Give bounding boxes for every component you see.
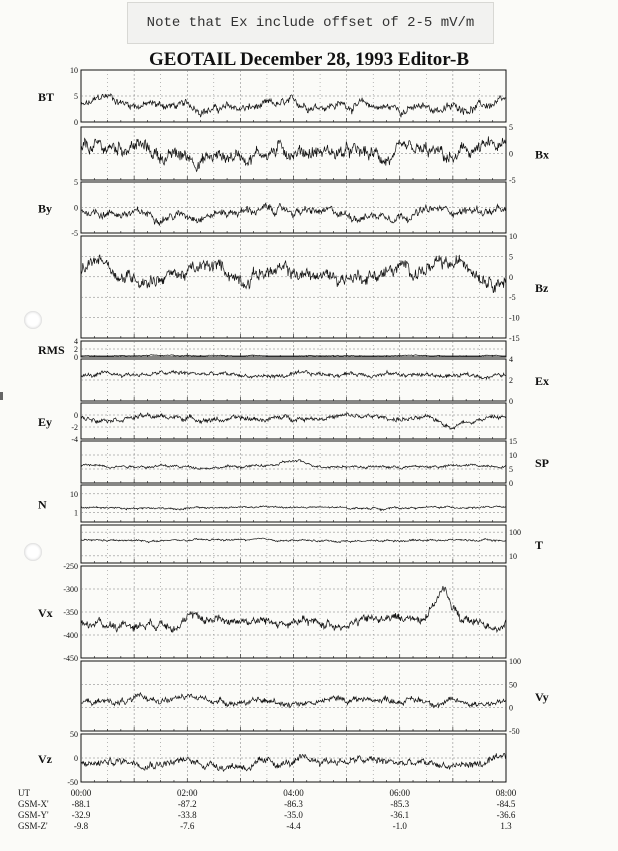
tick-label-ey: 0	[74, 411, 78, 420]
panel-label-bz: Bz	[535, 281, 549, 295]
tick-label-vx: -350	[63, 608, 78, 617]
tick-label-sp: 10	[509, 451, 517, 460]
tick-label-vz: 50	[70, 730, 78, 739]
tick-label-n: 1	[74, 508, 78, 518]
axis-value-ut: 06:00	[389, 788, 411, 798]
axis-row-label: UT	[18, 788, 30, 798]
axis-value-y: -36.1	[390, 810, 410, 820]
tick-label-ex: 0	[509, 397, 513, 406]
axis-value-z: -4.4	[286, 821, 301, 831]
tick-label-vx: -400	[63, 631, 78, 640]
tick-label-bz: 10	[509, 232, 517, 241]
tick-label-bx: 0	[509, 149, 513, 159]
tick-label-vx: -450	[63, 654, 78, 663]
panel-label-t: T	[535, 538, 544, 552]
axis-value-ut: 08:00	[495, 788, 517, 798]
panel-label-rms: RMS	[38, 343, 65, 357]
axis-row-label: GSM-X'	[18, 799, 49, 809]
panel-label-ey: Ey	[38, 415, 53, 429]
tick-label-vz: 0	[74, 754, 78, 763]
axis-value-x: -88.1	[71, 799, 91, 809]
tick-label-by: -5	[71, 229, 78, 238]
tick-label-bx: -5	[509, 176, 516, 185]
tick-label-vy: 100	[509, 657, 521, 666]
axis-value-y: -33.8	[177, 810, 197, 820]
tick-label-sp: 15	[509, 437, 517, 446]
offset-note: Note that Ex include offset of 2-5 mV/m	[127, 2, 494, 44]
axis-row-label: GSM-Y'	[18, 810, 49, 820]
tick-label-vx: -250	[63, 562, 78, 571]
panel-frame-bz	[81, 236, 506, 338]
tick-label-by: 5	[74, 178, 78, 187]
axis-row-label: GSM-Z'	[18, 821, 48, 831]
tick-label-n: 10	[70, 489, 78, 499]
data-trace-vx	[81, 586, 506, 633]
axis-value-x: -85.3	[390, 799, 410, 809]
panel-label-bt: BT	[38, 90, 55, 104]
tick-label-bz: 5	[509, 252, 513, 262]
tick-label-bz: -5	[509, 293, 516, 303]
panel-label-ex: Ex	[535, 374, 550, 388]
tick-label-bz: -10	[509, 313, 520, 323]
tick-label-sp: 0	[509, 479, 513, 488]
tick-label-sp: 5	[509, 465, 513, 474]
tick-label-rms: 4	[74, 337, 78, 346]
tick-label-bz: -15	[509, 334, 520, 343]
tick-label-rms: 2	[74, 345, 78, 354]
panel-label-vx: Vx	[38, 606, 53, 620]
tick-label-bt: 10	[70, 66, 78, 75]
axis-value-y: -35.0	[284, 810, 303, 820]
tick-label-ex: 4	[509, 355, 513, 364]
axis-value-x: -87.2	[177, 799, 197, 809]
tick-label-ex: 2	[509, 376, 513, 385]
axis-value-z: -1.0	[392, 821, 407, 831]
page-title: GEOTAIL December 28, 1993 Editor-B	[149, 49, 469, 70]
panel-label-n: N	[38, 497, 47, 512]
data-trace-bx	[81, 136, 506, 171]
tick-label-t: 10	[509, 551, 517, 561]
axis-value-ut: 02:00	[176, 788, 198, 798]
tick-label-bt: 0	[74, 118, 78, 127]
tick-label-by: 0	[74, 203, 78, 213]
axis-value-x: -84.5	[496, 799, 516, 809]
tick-label-vz: -50	[67, 778, 78, 787]
tick-label-bx: 5	[509, 123, 513, 132]
panel-label-bx: Bx	[535, 147, 550, 162]
tick-label-ey: -2	[71, 423, 78, 432]
axis-value-ut: 00:00	[70, 788, 92, 798]
tick-label-vy: 0	[509, 703, 513, 713]
panel-label-sp: SP	[535, 456, 550, 470]
tick-label-vx: -300	[63, 585, 78, 594]
tick-label-bt: 5	[74, 92, 78, 101]
panel-label-by: By	[38, 201, 53, 216]
tick-label-rms: 0	[74, 353, 78, 362]
axis-value-x: -86.3	[284, 799, 303, 809]
axis-value-z: -9.8	[73, 821, 89, 831]
data-trace-bt	[81, 94, 506, 117]
axis-value-z: -7.6	[180, 821, 195, 831]
tick-label-vy: -50	[509, 727, 520, 736]
axis-value-y: -32.9	[71, 810, 91, 820]
tick-label-ey: -4	[71, 435, 78, 444]
tick-label-vy: 50	[509, 680, 517, 690]
tick-label-bz: 0	[509, 272, 513, 282]
axis-value-y: -36.6	[496, 810, 516, 820]
panel-label-vz: Vz	[38, 752, 52, 766]
axis-value-z: 1.3	[500, 821, 512, 831]
axis-value-ut: 04:00	[283, 788, 304, 798]
panel-label-vy: Vy	[535, 690, 549, 704]
data-trace-sp	[81, 460, 506, 470]
tick-label-t: 100	[509, 528, 521, 538]
